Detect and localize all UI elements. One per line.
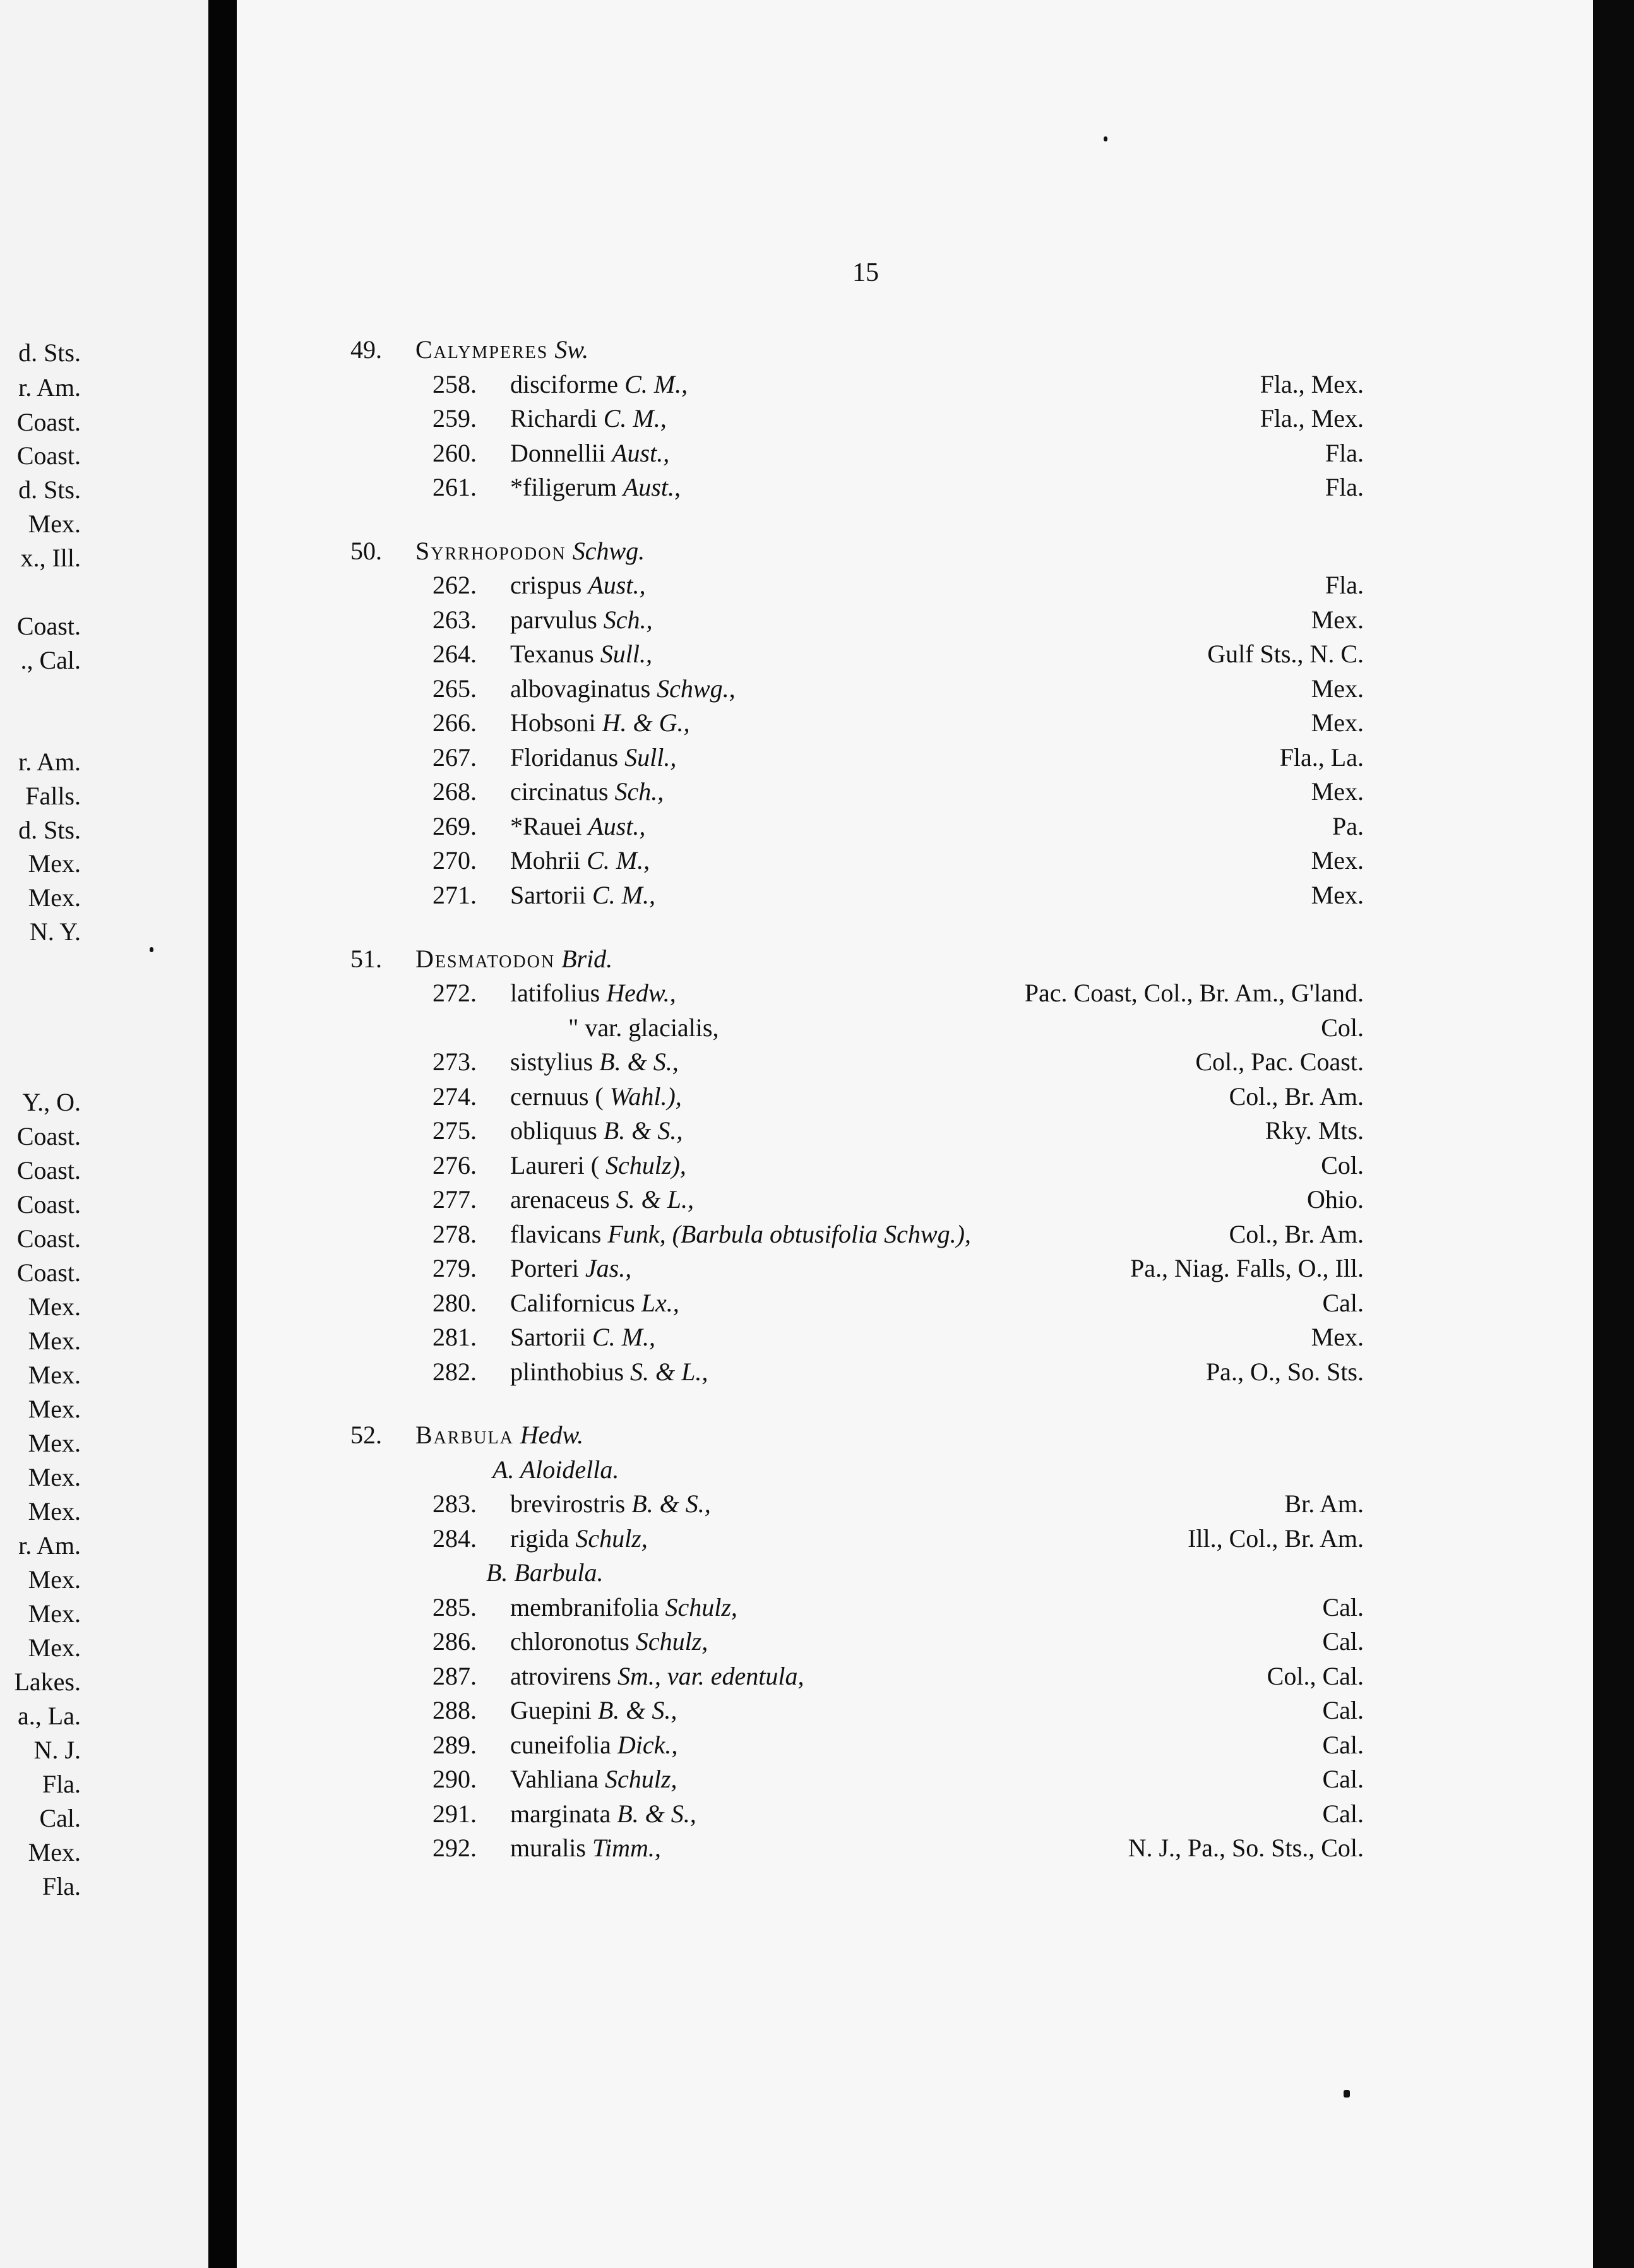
species-number: 286. [432,1627,477,1656]
species-epithet: latifolius [510,979,600,1008]
species-authority: B. & S., [617,1799,696,1828]
print-speck [150,947,153,952]
facing-page-fragment: Mex. [28,1395,81,1423]
species-number: 270. [432,846,477,875]
species-authority: Schulz, [635,1627,708,1656]
species-locality: Col. [1321,1150,1364,1179]
species-number: 261. [432,473,477,501]
species-locality: Cal. [1322,1765,1364,1794]
species-number: 292. [432,1834,477,1863]
species-epithet: Sartorii [510,1323,586,1352]
species-locality: Fla., Mex. [1260,369,1364,398]
print-speck [1104,136,1107,141]
genus-heading [415,944,612,974]
species-epithet: Donnellii [510,438,606,467]
species-number: 264. [432,640,477,669]
species-name [510,1322,655,1352]
species-authority: Schwg., [657,674,736,703]
species-name [510,1185,694,1214]
genus-number: 52. [350,1421,382,1450]
species-number: 271. [432,880,477,909]
species-epithet: Sartorii [510,880,586,909]
facing-page-fragment: Fla. [42,1770,81,1798]
genus-heading [415,1420,583,1450]
species-epithet: cuneifolia [510,1730,611,1759]
species-number: 259. [432,404,477,433]
facing-page-fragment: Mex. [28,1838,81,1866]
species-locality: Col., Br. Am. [1229,1219,1364,1248]
genus-heading [415,335,588,364]
species-locality: Mex. [1311,777,1364,806]
facing-page-fragment: N. J. [33,1736,81,1764]
species-locality: Pac. Coast, Col., Br. Am., G'land. [1024,979,1364,1008]
genus-name: Barbula [415,1421,514,1450]
facing-page-fragment: r. Am. [18,748,81,776]
facing-page-fragment: Lakes. [14,1668,81,1696]
facing-page-fragment: N. Y. [29,917,81,946]
genus-heading [415,536,645,566]
species-locality: Br. Am. [1284,1489,1364,1519]
species-number: 266. [432,708,477,737]
species-locality: Pa. [1332,811,1364,840]
species-name [568,1013,719,1042]
species-locality: Cal. [1322,1730,1364,1759]
species-name [510,403,667,433]
species-epithet: circinatus [510,777,609,806]
species-number: 290. [432,1765,477,1794]
species-authority: Schulz), [605,1150,686,1179]
species-locality: Rky. Mts. [1265,1116,1364,1145]
species-locality: Fla. [1325,473,1364,501]
facing-page-fragment: Fla. [42,1872,81,1901]
facing-page-fragment: Mex. [28,1327,81,1355]
species-epithet: Mohrii [510,846,581,875]
page-edge [1593,0,1634,2268]
species-number: 262. [432,571,477,600]
facing-page-fragment: Coast. [16,441,81,470]
genus-number: 51. [350,944,382,973]
facing-page-fragment: Mex. [28,1429,81,1457]
species-authority: Aust., [612,438,670,467]
species-number: 276. [432,1150,477,1179]
species-name [510,1288,679,1318]
species-locality: Mex. [1311,708,1364,737]
species-authority: Sch., [614,777,664,806]
species-epithet: Richardi [510,404,597,433]
species-number: 279. [432,1254,477,1283]
species-locality: Col., Cal. [1267,1661,1364,1690]
book-gutter [208,0,237,2268]
species-authority: S. & L., [616,1185,695,1214]
facing-page-fragment: Y., O. [22,1088,81,1116]
facing-page-fragment: Mex. [28,1599,81,1628]
facing-page-fragment: Coast. [16,1224,81,1253]
species-number: 267. [432,743,477,772]
genus-name: Syrrhopodon [415,536,566,565]
species-authority: Schulz, [604,1765,677,1794]
facing-page-fragment: Coast. [16,1122,81,1150]
facing-page-fragment: a., La. [18,1702,81,1730]
species-epithet: Texanus [510,640,594,669]
facing-page-fragment: r. Am. [18,373,81,402]
species-name [510,1695,677,1725]
species-number: 291. [432,1799,477,1828]
facing-page-fragment: Mex. [28,1361,81,1389]
species-name [510,811,645,841]
subsection-heading: A. Aloidella. [492,1455,619,1484]
species-locality: Col., Br. Am. [1229,1082,1364,1111]
species-locality: Mex. [1311,674,1364,703]
facing-page-fragment: Mex. [28,1497,81,1525]
species-authority: C. M., [592,880,655,909]
subsection-heading: B. Barbula. [486,1558,604,1587]
facing-page-fragment: Mex. [28,1292,81,1321]
species-epithet: chloronotus [510,1627,629,1656]
species-name [510,845,650,875]
species-name [510,1799,696,1829]
species-authority: Aust., [623,473,681,501]
species-number: 265. [432,674,477,703]
species-name [510,1116,683,1145]
genus-name: Desmatodon [415,944,556,973]
facing-page-fragment: Mex. [28,1633,81,1662]
species-authority: H. & G., [602,708,690,737]
genus-authority: Hedw. [520,1421,584,1450]
species-name [510,369,688,399]
species-name [510,674,736,703]
species-authority: Aust., [588,811,646,840]
species-authority: Sch., [603,605,653,634]
species-epithet: Vahliana [510,1765,599,1794]
species-number: 278. [432,1219,477,1248]
species-locality: Cal. [1322,1799,1364,1828]
genus-number: 50. [350,536,382,565]
species-name [510,880,655,910]
species-authority: Funk, (Barbula obtusifolia Schwg.), [607,1219,971,1248]
species-epithet: crispus [510,571,582,600]
species-epithet: Californicus [510,1288,635,1317]
species-epithet: plinthobius [510,1357,624,1386]
species-number: 285. [432,1592,477,1621]
species-locality: Col., Pac. Coast. [1195,1047,1364,1077]
species-authority: C. M., [624,369,688,398]
species-epithet: muralis [510,1834,586,1863]
species-locality: Cal. [1322,1627,1364,1656]
facing-page-fragment: x., Ill. [20,544,81,572]
species-locality: Gulf Sts., N. C. [1207,640,1364,669]
species-epithet: cernuus ( [510,1082,604,1111]
species-number: 283. [432,1489,477,1519]
species-number: 273. [432,1047,477,1077]
species-number: 281. [432,1323,477,1352]
facing-page-fragment: Mex. [28,1463,81,1491]
species-name [510,1626,708,1656]
species-epithet: obliquus [510,1116,597,1145]
species-number: 284. [432,1524,477,1553]
species-authority: C. M., [603,404,667,433]
species-number: 277. [432,1185,477,1214]
species-number: 268. [432,777,477,806]
species-epithet: Guepini [510,1696,592,1725]
species-name [510,978,676,1008]
page-number: 15 [852,258,879,287]
species-name [510,1082,682,1111]
species-authority: C. M., [587,846,650,875]
facing-page-fragment: ., Cal. [20,646,81,674]
species-number: 272. [432,979,477,1008]
species-name [510,1047,679,1077]
species-number: 260. [432,438,477,467]
genus-authority: Brid. [561,944,613,973]
species-epithet: Hobsoni [510,708,596,737]
species-name [510,1253,631,1283]
species-epithet: brevirostris [510,1489,626,1519]
facing-page-fragment: Coast. [16,1190,81,1219]
species-authority: C. M., [592,1323,655,1352]
species-number: 263. [432,605,477,634]
species-authority: Timm., [592,1834,661,1863]
species-locality: Ohio. [1307,1185,1364,1214]
facing-page-fragment: d. Sts. [18,475,81,504]
species-name [510,708,689,737]
facing-page-fragment: Coast. [16,612,81,640]
facing-page-fragment: Mex. [28,849,81,878]
species-authority: Lx., [641,1288,679,1317]
species-authority: Wahl.), [609,1082,682,1111]
species-authority: Schulz, [665,1592,737,1621]
species-name [510,1489,711,1519]
species-epithet: disciforme [510,369,619,398]
species-epithet: albovaginatus [510,674,651,703]
species-epithet: sistylius [510,1047,593,1077]
species-number: 269. [432,811,477,840]
species-name [510,472,681,502]
species-name [510,1592,737,1622]
species-number: 289. [432,1730,477,1759]
species-authority: B. & S., [603,1116,683,1145]
species-authority: Schulz, [575,1524,648,1553]
species-name [510,639,652,669]
species-epithet: marginata [510,1799,611,1828]
species-epithet: parvulus [510,605,597,634]
species-epithet: Laureri ( [510,1150,600,1179]
species-locality: Mex. [1311,846,1364,875]
species-epithet: *filigerum [510,473,617,501]
species-number: 274. [432,1082,477,1111]
species-authority: Sull., [624,743,677,772]
facing-page-fragment: Coast. [16,408,81,436]
species-name [510,438,669,468]
species-name [510,777,664,806]
facing-page-fragment: d. Sts. [18,816,81,844]
species-name [510,605,653,635]
facing-page-fragment: Cal. [39,1804,81,1832]
species-authority: S. & L., [630,1357,708,1386]
species-locality: Ill., Col., Br. Am. [1188,1524,1364,1553]
species-locality: Pa., O., So. Sts. [1205,1357,1364,1386]
facing-page-fragment: Coast. [16,1258,81,1287]
species-locality: N. J., Pa., So. Sts., Col. [1128,1834,1364,1863]
species-number: 288. [432,1696,477,1725]
genus-authority: Sw. [554,335,589,364]
facing-page-fragment: Mex. [28,510,81,538]
species-epithet: Floridanus [510,743,619,772]
genus-number: 49. [350,335,382,364]
species-name [510,1357,708,1387]
species-number: 282. [432,1357,477,1386]
facing-page-fragment: d. Sts. [18,338,81,367]
species-authority: B. & S., [597,1696,677,1725]
species-name [510,1730,677,1760]
print-speck [1344,2090,1350,2098]
species-locality: Pa., Niag. Falls, O., Ill. [1130,1254,1364,1283]
species-epithet: flavicans [510,1219,602,1248]
species-name [510,1150,686,1180]
species-name [510,1219,971,1249]
species-authority: Dick., [617,1730,678,1759]
species-name [510,570,645,600]
species-locality: Fla. [1325,571,1364,600]
species-epithet: membranifolia [510,1592,659,1621]
genus-name: Calymperes [415,335,549,364]
species-locality: Cal. [1322,1696,1364,1725]
species-locality: Cal. [1322,1288,1364,1317]
facing-page-fragment: Mex. [28,883,81,912]
species-epithet: " var. glacialis, [568,1013,719,1042]
species-authority: B. & S., [599,1047,679,1077]
species-number: 275. [432,1116,477,1145]
species-number: 258. [432,369,477,398]
species-name [510,743,676,772]
species-number: 280. [432,1288,477,1317]
species-name [510,1524,648,1553]
genus-authority: Schwg. [572,536,645,565]
facing-page-fragment: Coast. [16,1156,81,1185]
species-authority: Aust., [588,571,646,600]
species-locality: Mex. [1311,1323,1364,1352]
facing-page-fragment: Falls. [25,782,81,810]
species-epithet: rigida [510,1524,570,1553]
facing-page-fragment: r. Am. [18,1531,81,1560]
species-locality: Fla., La. [1279,743,1364,772]
species-authority: Sull., [600,640,652,669]
species-authority: Sm., var. edentula, [617,1661,804,1690]
facing-page-fragment: Mex. [28,1565,81,1594]
species-locality: Mex. [1311,605,1364,634]
species-locality: Fla., Mex. [1260,404,1364,433]
species-authority: B. & S., [631,1489,711,1519]
species-epithet: arenaceus [510,1185,610,1214]
species-name [510,1764,677,1794]
species-locality: Col. [1321,1013,1364,1042]
species-number: 287. [432,1661,477,1690]
species-epithet: Porteri [510,1254,579,1283]
species-name [510,1661,804,1691]
species-locality: Cal. [1322,1592,1364,1621]
species-epithet: atrovirens [510,1661,611,1690]
species-locality: Mex. [1311,880,1364,909]
species-locality: Fla. [1325,438,1364,467]
species-name [510,1833,661,1863]
species-authority: Jas., [585,1254,632,1283]
species-epithet: *Rauei [510,811,582,840]
species-authority: Hedw., [606,979,676,1008]
